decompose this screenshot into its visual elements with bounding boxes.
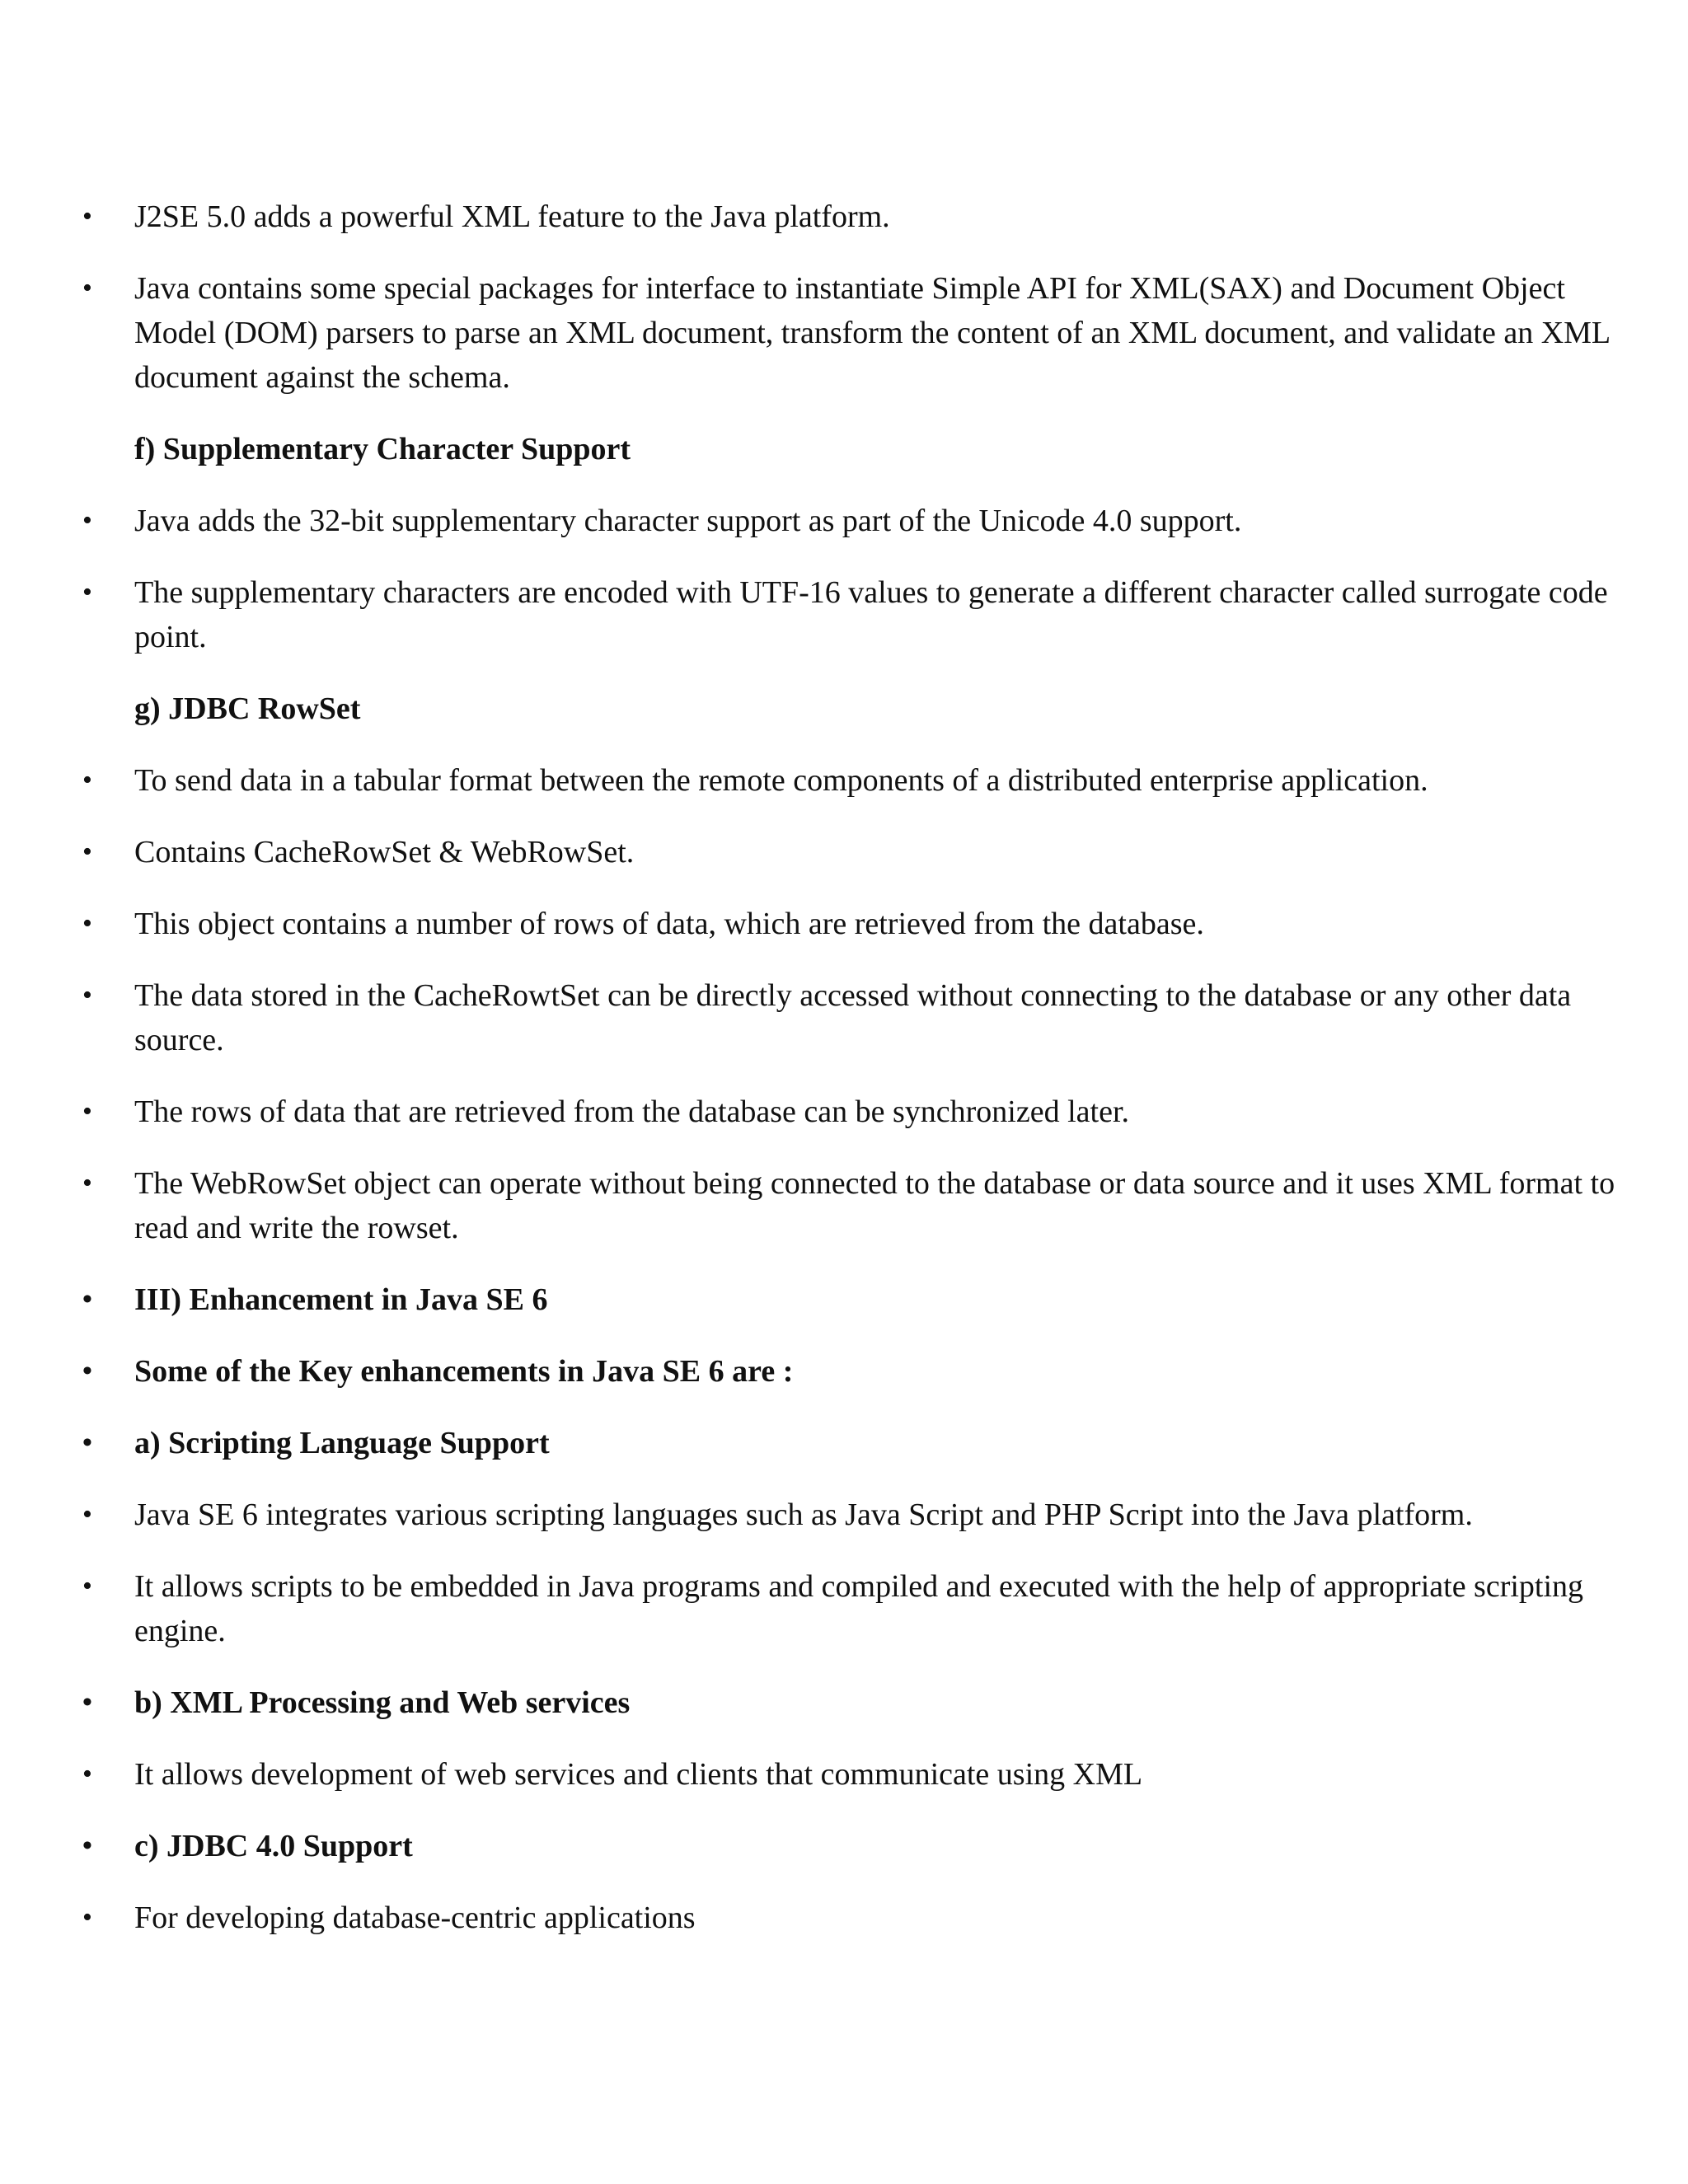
list-item-heading: • Some of the Key enhancements in Java SE 6 are : — [0, 1349, 1688, 1394]
content-list — [0, 194, 1688, 1967]
list-item-heading: • a) Scripting Language Support — [0, 1421, 1688, 1465]
list-item: • J2SE 5.0 adds a powerful XML feature to the Java platform. — [0, 194, 1688, 239]
list-item: • Java SE 6 integrates various scripting languages such as Java Script and PHP Script into the Java platform. — [0, 1493, 1688, 1537]
list-item: • The supplementary characters are encoded with UTF-16 values to generate a different character called surrogate code point. — [0, 570, 1688, 659]
list-item: • It allows development of web services and clients that communicate using XML — [0, 1752, 1688, 1797]
list-item: • The data stored in the CacheRowtSet can be directly accessed without connecting to the database or any other data source. — [0, 973, 1688, 1062]
list-item: • Java adds the 32-bit supplementary character support as part of the Unicode 4.0 support. — [0, 499, 1688, 543]
section-heading: g) JDBC RowSet — [134, 691, 361, 726]
list-item: • To send data in a tabular format between the remote components of a distributed enterprise application. — [0, 758, 1688, 803]
list-item: • The rows of data that are retrieved from the database can be synchronized later. — [0, 1090, 1688, 1134]
list-item-heading: • III) Enhancement in Java SE 6 — [0, 1277, 1688, 1322]
list-item: • The WebRowSet object can operate without being connected to the database or data source and it uses XML format to read and write the rowset. — [0, 1161, 1688, 1250]
list-item: • This object contains a number of rows of data, which are retrieved from the database. — [0, 902, 1688, 946]
list-item: • It allows scripts to be embedded in Java programs and compiled and executed with the help of appropriate scripting engine. — [0, 1564, 1688, 1653]
list-item: • Contains CacheRowSet & WebRowSet. — [0, 830, 1688, 874]
section-heading: f) Supplementary Character Support — [134, 432, 631, 466]
list-item: • For developing database-centric applications — [0, 1896, 1688, 1940]
list-item-heading: • c) JDBC 4.0 Support — [0, 1824, 1688, 1868]
list-item: • Java contains some special packages for interface to instantiate Simple API for XML(SAX) and Document Object Model (DOM) parsers to parse an XML document, transform the content of an XML document, and validate an XML document against the schema. — [0, 266, 1688, 400]
list-item-heading: • b) XML Processing and Web services — [0, 1680, 1688, 1725]
